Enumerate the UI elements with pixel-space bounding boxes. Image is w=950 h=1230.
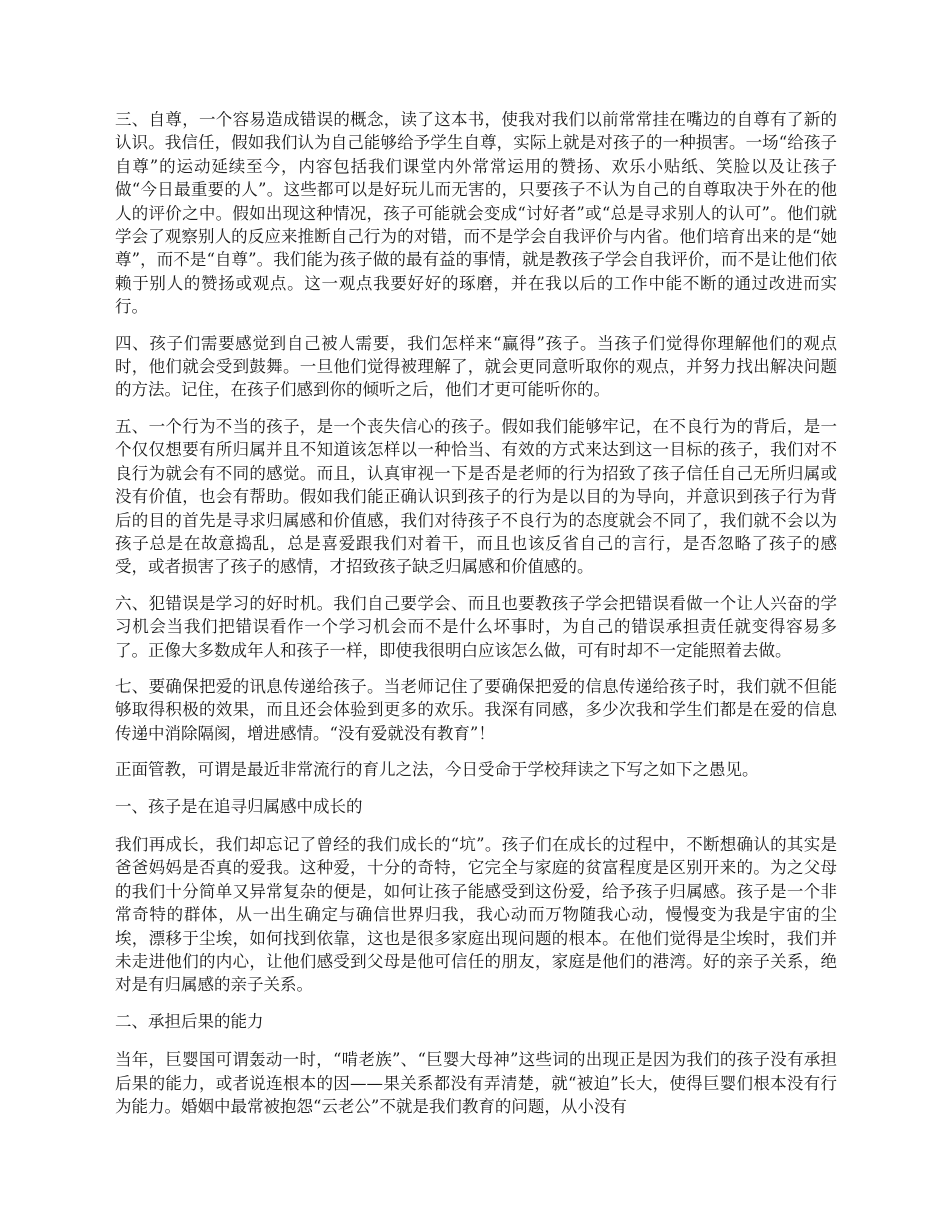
- paragraph-message-of-love: 七、要确保把爱的讯息传递给孩子。当老师记住了要确保把爱的信息传递给孩子时，我们就不但能够取得积极的效果，而且还会体验到更多的欢乐。我深有同感，多少次我和学生们都是在爱的信息传递中消除隔阂，增进感情。“没有爱就没有教育”！: [115, 676, 837, 743]
- paragraph-misbehaving-child: 五、一个行为不当的孩子，是一个丧失信心的孩子。假如我们能够牢记，在不良行为的背后，是一个仅仅想要有所归属并且不知道该怎样以一种恰当、有效的方式来达到这一目标的孩子，我们对不良行为就会有不同的感觉。而且，认真审视一下是否是老师的行为招致了孩子信任自己无所归属或没有价值，也会有帮助。假如我们能正确认识到孩子的行为是以目的为导向，并意识到孩子行为背后的目的首先是寻求归属感和价值感，我们对待孩子不良行为的态度就会不同了，我们就不会以为孩子总是在故意捣乱，总是喜爱跟我们对着干，而且也该反省自己的言行，是否忽略了孩子的感受，或者损害了孩子的感情，才招致孩子缺乏归属感和价值感的。: [115, 416, 837, 577]
- section-heading-consequences: 二、承担后果的能力: [115, 1011, 264, 1031]
- paragraph-consequences: 当年，巨婴国可谓轰动一时，“啃老族”、“巨婴大母神”这些词的出现正是因为我们的孩子没有承担后果的能力，或者说连根本的因——果关系都没有弄清楚，就“被迫”长大，使得巨婴们根本没有行为能力。婚姻中最常被抱怨“云老公”不就是我们教育的问题，从小没有: [115, 1050, 837, 1117]
- section-heading-belonging: 一、孩子是在追寻归属感中成长的: [115, 796, 363, 816]
- paragraph-positive-discipline-intro: 正面管教，可谓是最近非常流行的育儿之法，今日受命于学校拜读之下写之如下之愚见。: [115, 760, 759, 780]
- paragraph-being-needed: 四、孩子们需要感觉到自己被人需要，我们怎样来“赢得”孩子。当孩子们觉得你理解他们的观点时，他们就会受到鼓舞。一旦他们觉得被理解了，就会更同意听取你的观点，并努力找出解决问题的方法。记住，在孩子们感到你的倾听之后，他们才更可能听你的。: [115, 333, 837, 400]
- paragraph-mistakes-opportunity: 六、犯错误是学习的好时机。我们自己要学会、而且也要教孩子学会把错误看做一个让人兴奋的学习机会当我们把错误看作一个学习机会而不是什么坏事时，为自己的错误承担责任就变得容易多了。正像大多数成年人和孩子一样，即使我很明白应该怎么做，可有时却不一定能照着去做。: [115, 593, 837, 660]
- document-page: [115, 108, 837, 1131]
- paragraph-self-esteem: 三、自尊，一个容易造成错误的概念，读了这本书，使我对我们以前常常挂在嘴边的自尊有了新的认识。我信任，假如我们认为自己能够给予学生自尊，实际上就是对孩子的一种损害。一场“给孩子自尊”的运动延续至今，内容包括我们课堂内外常常运用的赞扬、欢乐小贴纸、笑脸以及让孩子做“今日最重要的人”。这些都可以是好玩儿而无害的，只要孩子不认为自己的自尊取决于外在的他人的评价之中。假如出现这种情况，孩子可能就会变成“讨好者”或“总是寻求别人的认可”。他们就学会了观察别人的反应来推断自己行为的对错，而不是学会自我评价与内省。他们培育出来的是“她尊”，而不是“自尊”。我们能为孩子做的最有益的事情，就是教孩子学会自我评价，而不是让他们依赖于别人的赞扬或观点。这一观点我要好好的琢磨，并在我以后的工作中能不断的通过改进而实行。: [115, 110, 837, 317]
- paragraph-belonging: 我们再成长，我们却忘记了曾经的我们成长的“坑”。孩子们在成长的过程中，不断想确认的其实是爸爸妈妈是否真的爱我。这种爱，十分的奇特，它完全与家庭的贫富程度是区别开来的。为之父母的我们十分简单又异常复杂的便是，如何让孩子能感受到这份爱，给予孩子归属感。孩子是一个非常奇特的群体，从一出生确定与确信世界归我，我心动而万物随我心动，慢慢变为我是宇宙的尘埃，漂移于尘埃，如何找到依靠，这也是很多家庭出现问题的根本。在他们觉得是尘埃时，我们并未走进他们的内心，让他们感受到父母是他可信任的朋友，家庭是他们的港湾。好的亲子关系，绝对是有归属感的亲子关系。: [115, 834, 837, 995]
